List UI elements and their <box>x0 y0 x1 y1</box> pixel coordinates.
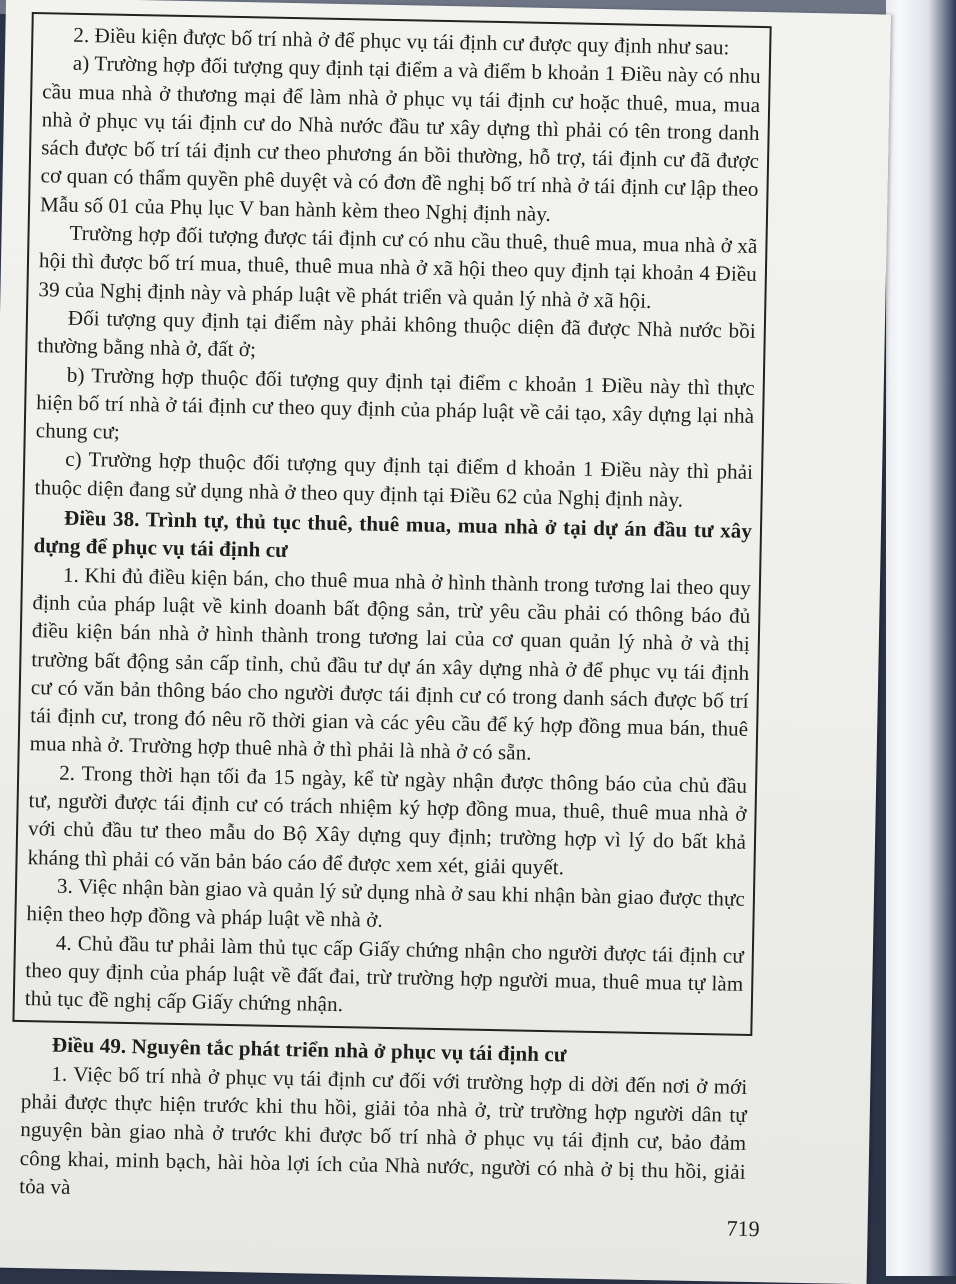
paragraph: c) Trường hợp thuộc đối tượng quy định tại điểm d khoản 1 Điều này thì phải thuộc diện đang sử dụng nhà ở theo quy định tại Điều 62 của Nghị định này. <box>34 447 754 512</box>
article-heading-49: Điều 49. Nguyên tắc phát triển nhà ở phục vụ tái định cư <box>51 1032 567 1067</box>
paragraph: 1. Khi đủ điều kiện bán, cho thuê mua nhà ở hình thành trong tương lai theo quy định của pháp luật về kinh doanh bất động sản, trừ yêu cầu phải có thông báo đủ điều kiện bán nhà ở hình thành trong tương lai của cơ quan quản lý nhà ở và thị trường bất động sản cấp tỉnh, chủ đầu tư dự án xây dựng nhà ở để phục vụ tái định cư có văn bản thông báo cho người được tái định cư có trong danh sách được bố trí tái định cư, trong đó nêu rõ thời gian và các yêu cầu để ký hợp đồng mua bán, thuê mua nhà ở. Trường hợp thuê nhà ở thì phải là nhà ở có sẵn. <box>29 562 752 766</box>
paragraph: 3. Việc nhận bàn giao và quản lý sử dụng nhà ở sau khi nhận bàn giao được thực hiện theo hợp đồng và pháp luật về nhà ở. <box>26 873 746 933</box>
article-heading-38: Điều 38. Trình tự, thủ tục thuê, thuê mua, mua nhà ở tại dự án đầu tư xây dựng để phục vụ tái định cư <box>33 505 753 563</box>
paragraph: Trường hợp đối tượng được tái định cư có nhu cầu thuê, thuê mua, mua nhà ở xã hội thì được bố trí mua, thuê, thuê mua nhà ở xã hội theo quy định tại khoản 4 Điều 39 của Nghị định này và pháp luật về phát triển và quản lý nhà ở xã hội. <box>38 220 758 313</box>
paragraph: 2. Điều kiện được bố trí nhà ở để phục vụ tái định cư được quy định như sau: <box>73 22 730 60</box>
paragraph: a) Trường hợp đối tượng quy định tại điểm a và điểm b khoản 1 Điều này có nhu cầu mua nhà ở thương mại để làm nhà ở phục vụ tái định cư hoặc thuê, mua, mua nhà ở phục vụ tái định cư do Nhà nước đầu tư xây dựng thì phải có tên trong danh sách được bố trí tái định cư theo phương án bồi thường, hỗ trợ, tái định cư đã được cơ quan có thẩm quyền phê duyệt và có đơn đề nghị bố trí nhà ở tái định cư lập theo Mẫu số 01 của Phụ lục V ban hành kèm theo Nghị định này. <box>39 51 761 226</box>
paragraph: 2. Trong thời hạn tối đa 15 ngày, kể từ ngày nhận được thông báo của chủ đầu tư, người được tái định cư có trách nhiệm ký hợp đồng mua, thuê, thuê mua nhà ở với chủ đầu tư theo mẫu do Bộ Xây dựng quy định; trường hợp vì lý do bất khả kháng thì phải có văn bản báo cáo để được xem xét, giải quyết. <box>27 760 748 879</box>
page-number: 719 <box>726 1215 760 1242</box>
page-content <box>9 12 772 1214</box>
book-edge-background <box>886 0 956 1276</box>
paragraph: b) Trường hợp thuộc đối tượng quy định tại điểm c khoản 1 Điều này thì thực hiện bố trí nhà ở tái định cư theo quy định của pháp luật về cải tạo, xây dựng lại nhà chung cư; <box>35 362 755 444</box>
boxed-section <box>12 12 771 1036</box>
paragraph: Đối tượng quy định tại điểm này phải không thuộc diện đã được Nhà nước bồi thường bằng nhà ở, đất ở; <box>37 305 757 362</box>
paragraph: 1. Việc bố trí nhà ở phục vụ tái định cư đối với trường hợp di dời đến nơi ở mới phải được thực hiện trước khi thu hồi, giải tỏa nhà ở, trừ trường hợp người dân tự nguyện bàn giao nhà ở trước khi được bố trí nhà ở phục vụ tái định cư, bảo đảm công khai, minh bạch, hài hòa lợi ích của Nhà nước, người có nhà ở bị thu hồi, giải tỏa và <box>19 1061 748 1199</box>
after-box-section <box>9 1022 752 1214</box>
paragraph: 4. Chủ đầu tư phải làm thủ tục cấp Giấy chứng nhận cho người được tái định cư theo quy định của pháp luật về đất đai, trừ trường hợp người mua, thuê mua tự làm thủ tục đề nghị cấp Giấy chứng nhận. <box>24 930 745 1017</box>
